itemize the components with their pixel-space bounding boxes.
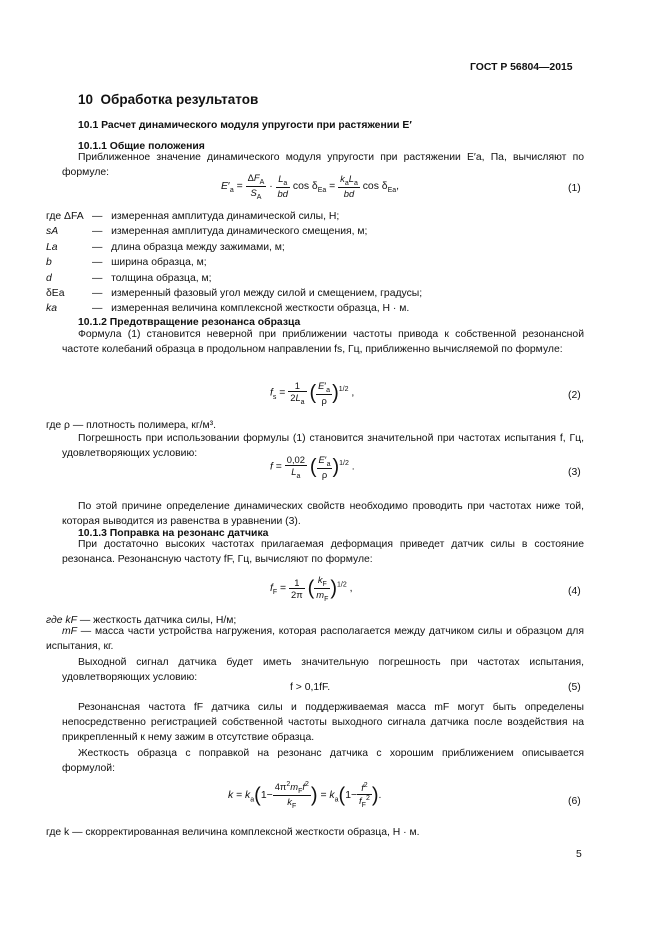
subsection-10-1-title: 10.1 Расчет динамического модуля упругости при растяжении E′ (78, 120, 412, 131)
equation-6: $k = k_a(1-$ $\frac{4\pi^2m_Ff^2}{k_F}$ ) = $k_a(1-$ $\frac{f^2}{f_F^2}$ ). (228, 781, 382, 810)
equation-1-number: (1) (568, 183, 581, 194)
error-paragraph: Погрешность при использовании формулы (1) становится значительной при частотах испытания f, Гц, удовлетворяющих условию: (62, 433, 584, 460)
stiffness-paragraph: Жесткость образца с поправкой на резонанс датчика с хорошим приближением описывается формулой: (62, 748, 584, 775)
standard-header: ГОСТ Р 56804—2015 (470, 62, 573, 73)
subsection-10-1-1-title: 10.1.1 Общие положения (78, 141, 205, 152)
section-heading (78, 92, 258, 107)
definition-row: d — толщина образца, м; (46, 272, 212, 284)
equation-3-number: (3) (568, 467, 581, 478)
equation-2-number: (2) (568, 390, 581, 401)
intro-paragraph: Приближенное значение динамического модуля упругости при растяжении E′а, Па, вычисляют по формуле: (62, 152, 584, 179)
page-number: 5 (576, 849, 582, 860)
equation-1: $E'_a$ = $\frac{\Delta F_A}{S_A}$ · $\frac{L_a}{bd}$ $\cos \delta_{Ea}$ = $\frac{k_aL_a}{bd}$ $\cos \delta_{Ea}$, (221, 172, 400, 201)
equation-4: $f_F$ = $\frac{1}{2\pi}$ ( $\frac{k_F}{m_F}$ )$^{1/2}$ , (270, 574, 353, 603)
subsection-10-1-2-title: 10.1.2 Предотвращение резонанса образца (78, 317, 301, 328)
equation-6-number: (6) (568, 796, 581, 807)
definition-row: ka — измеренная величина комплексной жесткости образца, Н · м. (46, 303, 410, 315)
equation-5-number: (5) (568, 682, 581, 693)
density-definition: где ρ — плотность полимера, кг/м³. (46, 420, 217, 431)
definition-row: b — ширина образца, м; (46, 257, 207, 269)
equation-3: f = $\frac{0,02}{L_a}$ ( $\frac{E'_a}{\rho}$ )$^{1/2}$ . (270, 454, 355, 480)
definition-mf: mF — масса части устройства нагружения, которая располагается между датчиком силы и образцом для испытания, кг. (46, 626, 584, 653)
definition-row: La — длина образца между зажимами, м; (46, 241, 285, 253)
section-title: Обработка результатов (100, 92, 259, 107)
reason-paragraph: По этой причине определение динамических свойств необходимо проводить при частотах ниже той, которая выводится из равенства в уравнении (3). (62, 501, 584, 528)
section-number: 10 (78, 92, 94, 107)
resonance-paragraph: Формула (1) становится неверной при приближении частоты привода к собственной резонансной частоте колебаний образца в продольном направлении fs, Гц, приближенно вычисляемой по формуле: (62, 329, 584, 356)
definition-kf: где kF — жесткость датчика силы, Н/м; (46, 615, 237, 626)
definition-row: где ΔFA — измеренная амплитуда динамической силы, Н; (46, 211, 340, 222)
output-paragraph: Выходной сигнал датчика будет иметь значительную погрешность при частотах испытания, удовлетворяющих условию: (62, 657, 584, 684)
equation-4-number: (4) (568, 586, 581, 597)
subsection-10-1-3-title: 10.1.3 Поправка на резонанс датчика (78, 528, 269, 539)
equation-5: f > 0,1fF. (290, 682, 331, 693)
definition-row: sA — измеренная амплитуда динамического смещения, м; (46, 226, 368, 238)
equation-2: $f_s$ = $\frac{1}{2L_a}$ ( $\frac{E'_a}{\rho}$ )$^{1/2}$ , (270, 380, 355, 406)
sensor-paragraph: При достаточно высоких частотах прилагаемая деформация приведет датчик силы в состояние резонанса. Резонансную частоту fF, Гц, вычисляют по формуле: (62, 539, 584, 566)
final-definition: где k — скорректированная величина комплексной жесткости образца, Н · м. (46, 827, 420, 838)
definition-row: δEa — измеренный фазовый угол между силой и смещением, градусы; (46, 287, 423, 299)
definitions-list (46, 211, 586, 319)
resonance-frequency-paragraph: Резонансная частота fF датчика силы и поддерживаемая масса mF могут быть определены непосредственно регистрацией собственной частоты выходного сигнала датчика после воздействия на прикрепленный к нему зажим в отсутствие образца. (62, 702, 584, 744)
